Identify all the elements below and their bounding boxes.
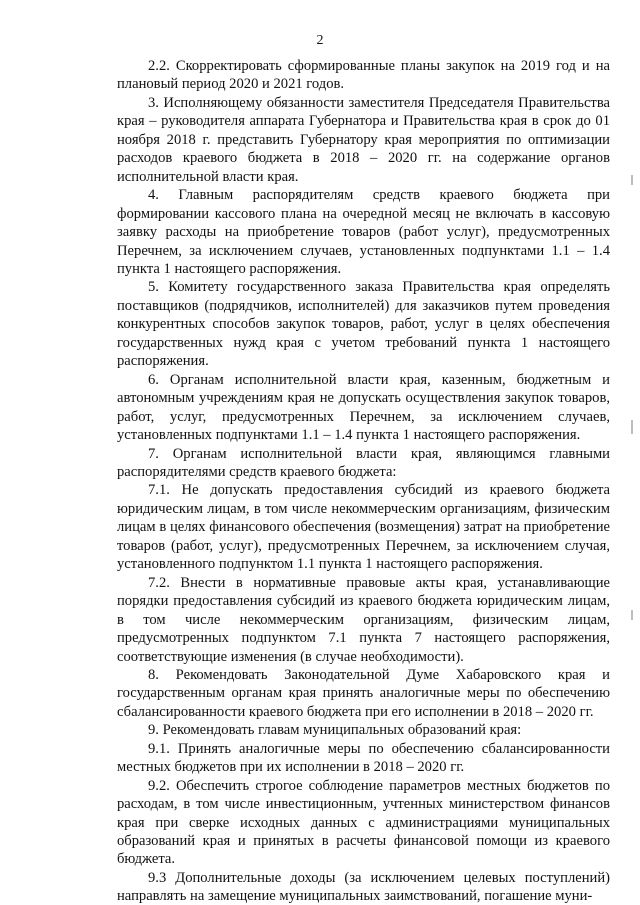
page-number: 2 bbox=[316, 33, 324, 48]
paragraph-6: 6. Органам исполнительной власти края, казенным, бюджетным и автономным учреждениям края не допускать осуществления закупок товаров, работ, услуг, предусмотренных Перечнем, за исключением случаев, установленных подпунктами 1.1 – 1.4 пункта 1 настоящего распоряжения. bbox=[117, 371, 610, 444]
scan-edge-mark bbox=[631, 175, 633, 185]
paragraph-9: 9. Рекомендовать главам муниципальных образований края: bbox=[148, 722, 522, 739]
scan-edge-mark bbox=[631, 420, 633, 434]
paragraph-7-1: 7.1. Не допускать предоставления субсидий из краевого бюджета юридическим лицам, в том числе некоммерческим организациям, физическим лицам в целях финансового обеспечения (возмещения) затрат на приобретение товаров (работ, услуг), предусмотренных Перечнем, за исключением случая, установленного подпунктом 1.1 пункта 1 настоящего распоряжения. bbox=[117, 482, 610, 573]
paragraph-9-1: 9.1. Принять аналогичные меры по обеспечению сбалансированности местных бюджетов при их исполнении в 2018 – 2020 гг. bbox=[117, 740, 610, 776]
paragraph-8: 8. Рекомендовать Законодательной Думе Хабаровского края и государственным органам края принять аналогичные меры по обеспечению сбалансированности краевого бюджета при его исполнении в 2018 – 2020 гг. bbox=[117, 666, 610, 720]
paragraph-9-2: 9.2. Обеспечить строгое соблюдение параметров местных бюджетов по расходам, в том числе инвестиционным, учтенных министерством финансов края при сверке исходных данных с администрациями муниципальных образований края и принятых в расчеты финансовой помощи из краевого бюджета. bbox=[117, 777, 610, 868]
paragraph-4: 4. Главным распорядителям средств краевого бюджета при формировании кассового плана на очередной месяц не включать в кассовую заявку расходы на приобретение товаров (работ услуг), предусмотренных Перечнем, за исключением случаев, установленных подпунктами 1.1 – 1.4 пункта 1 настоящего распоряжения. bbox=[117, 187, 610, 277]
document-body bbox=[117, 57, 610, 905]
paragraph-2-2: 2.2. Скорректировать сформированные планы закупок на 2019 год и на плановый период 2020 и 2021 годов. bbox=[117, 58, 610, 93]
paragraph-5: 5. Комитету государственного заказа Правительства края определять поставщиков (подрядчиков, исполнителей) для заказчиков путем проведения конкурентных способов закупок товаров, работ, услуг в целях обеспечения государственных нужд края с учетом требований пункта 1 настоящего распоряжения. bbox=[117, 279, 610, 370]
paragraph-3: 3. Исполняющему обязанности заместителя Председателя Правительства края – руководителя аппарата Губернатора и Правительства края в срок до 01 ноября 2018 г. представить Губернатору края мероприятия по оптимизации расходов краевого бюджета в 2018 – 2020 гг. на содержание органов исполнительной власти края. bbox=[117, 94, 610, 185]
paragraph-7: 7. Органам исполнительной власти края, являющимся главными распорядителями средств краевого бюджета: bbox=[117, 445, 610, 480]
scan-edge-mark bbox=[631, 610, 633, 620]
paragraph-7-2: 7.2. Внести в нормативные правовые акты края, устанавливающие порядки предоставления субсидий из краевого бюджета юридическим лицам, в том числе некоммерческим организациям, физическим лицам, предусмотренных подпунктом 7.1 пункта 7 настоящего распоряжения, соответствующие изменения (в случае необходимости). bbox=[117, 574, 610, 665]
paragraph-9-3: 9.3 Дополнительные доходы (за исключением целевых поступлений) направлять на замещение муниципальных заимствований, погашение муни- bbox=[117, 869, 610, 905]
